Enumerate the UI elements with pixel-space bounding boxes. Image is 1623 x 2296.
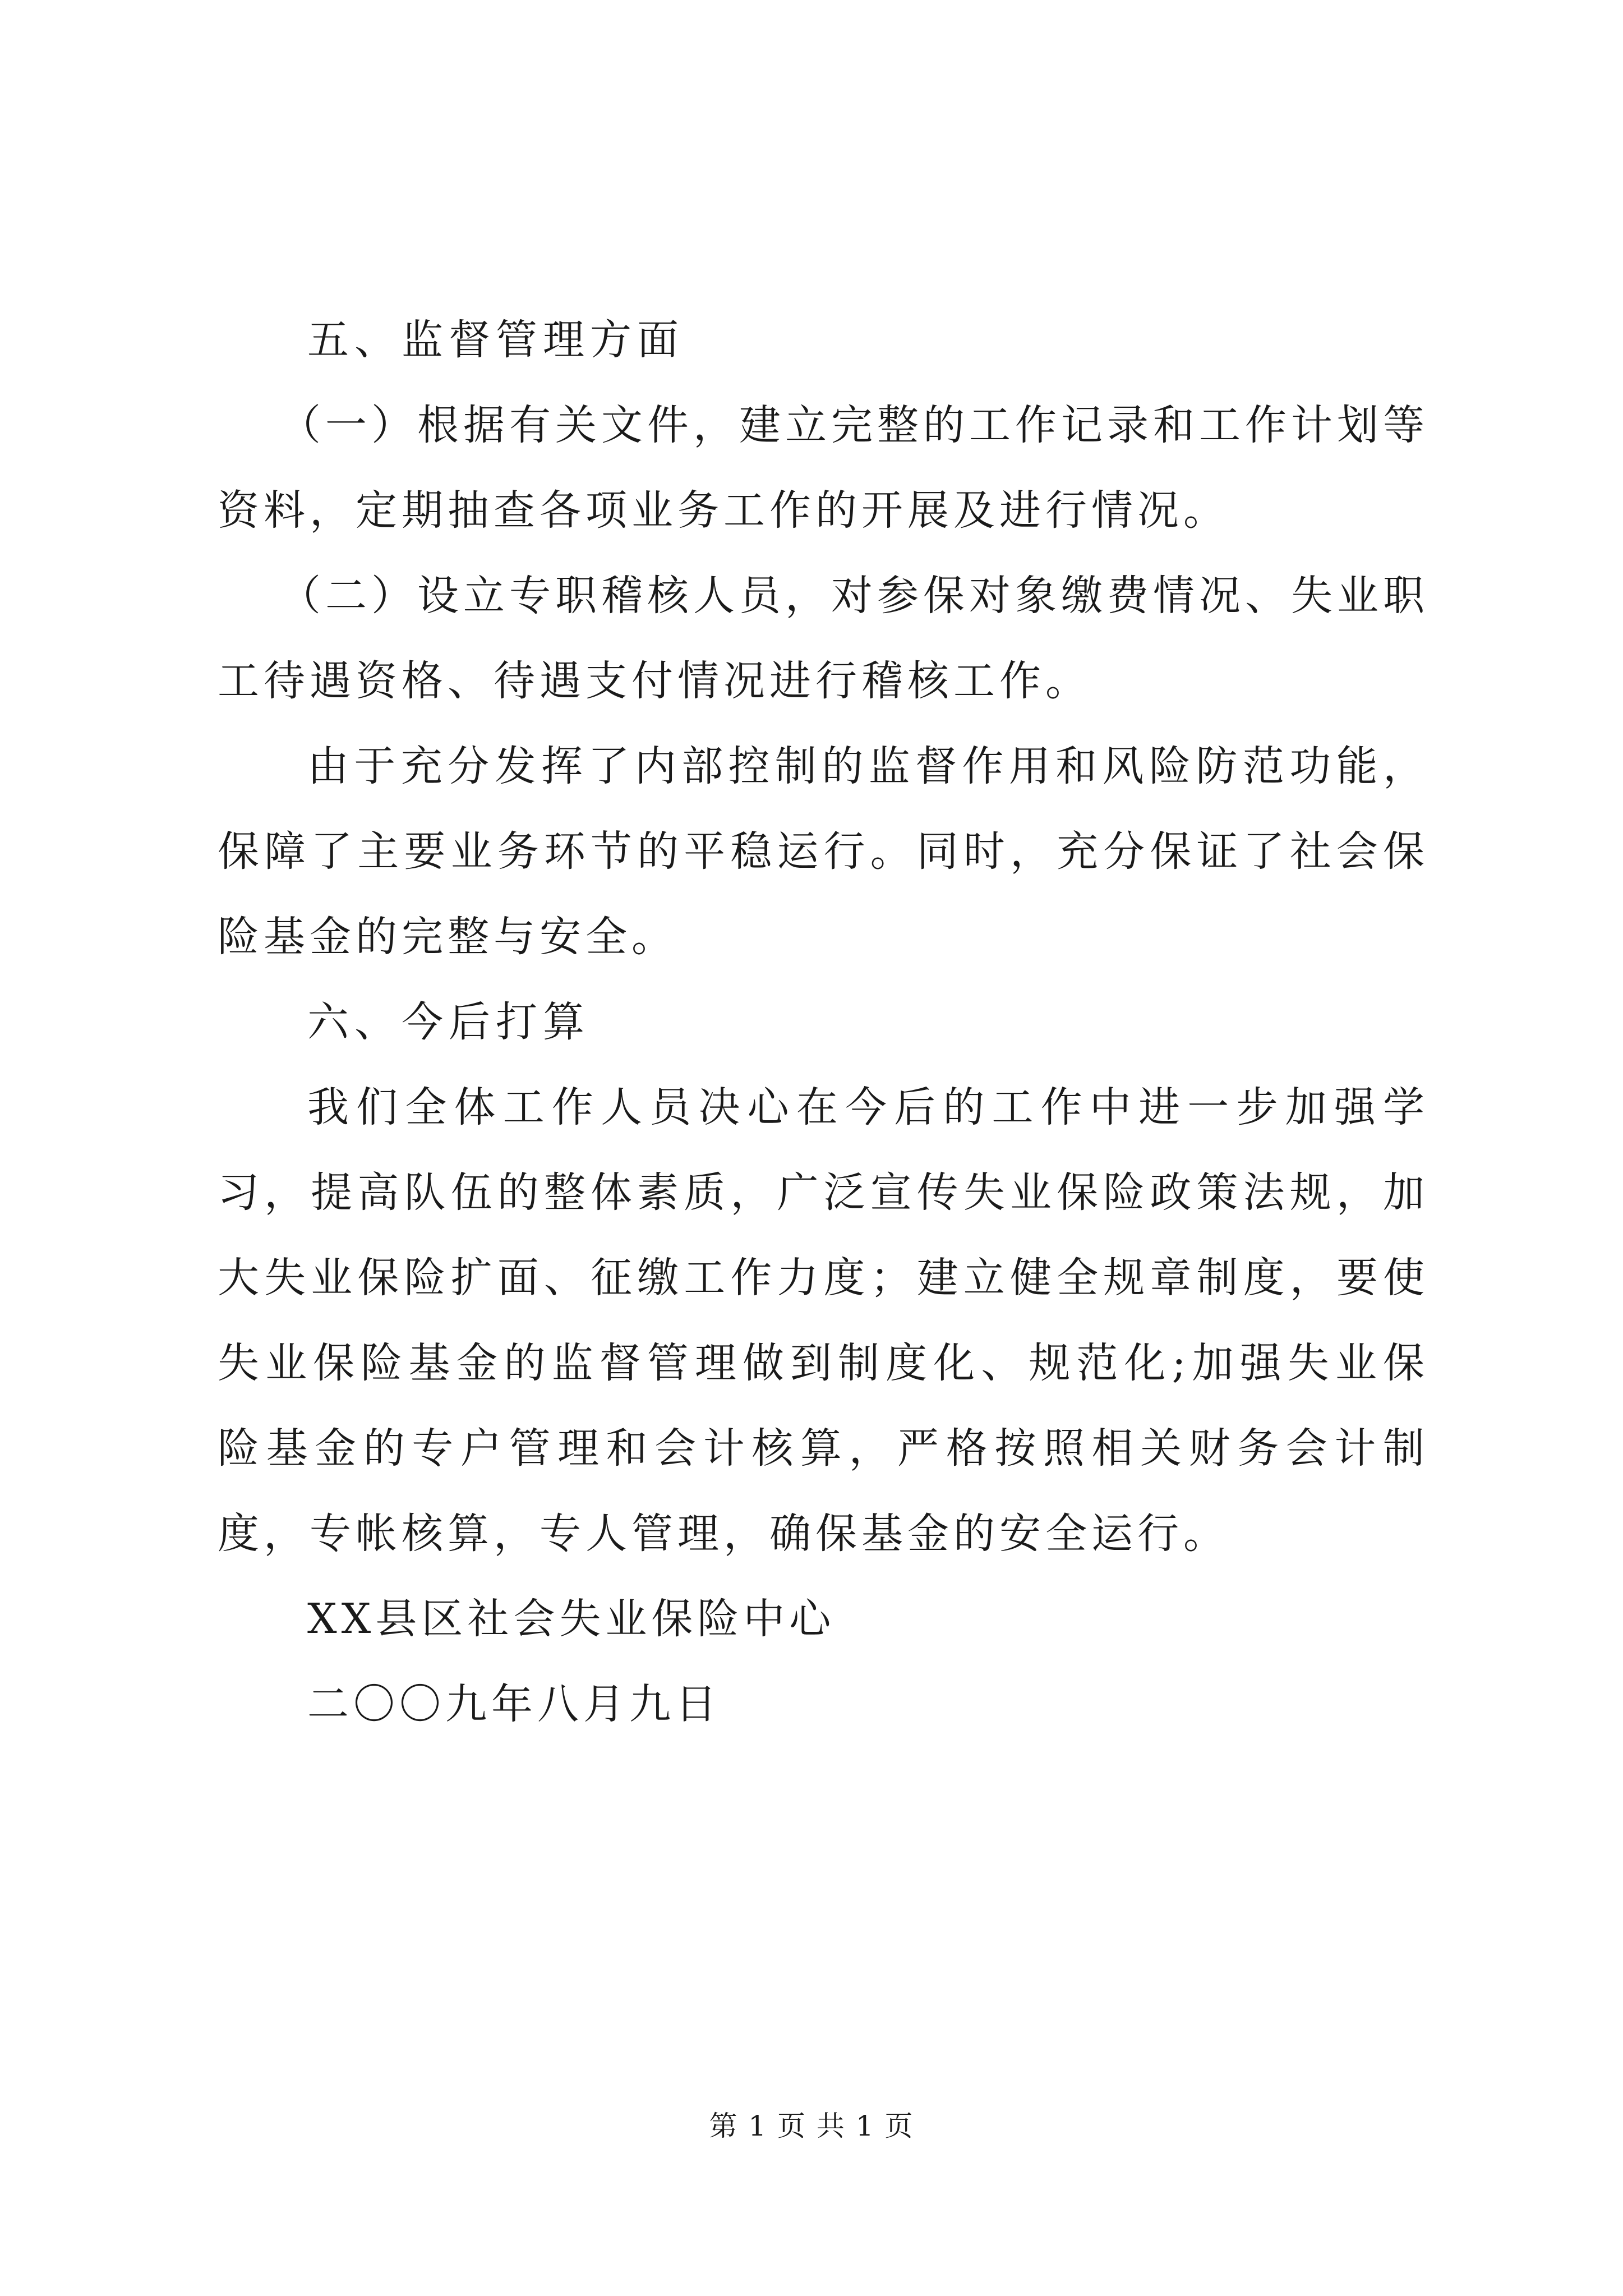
page-footer: 第 1 页 共 1 页 (709, 2110, 914, 2142)
signature-date: 二〇〇九年八月九日 (307, 1680, 721, 1728)
section-heading-future-plans: 六、今后打算 (307, 998, 590, 1046)
paragraph-item-two: （二）设立专职稽核人员，对参保对象缴费情况、失业职工待遇资格、待遇支付情况进行稽核工作。 (218, 572, 1429, 705)
paragraph-future-plans: 我们全体工作人员决心在今后的工作中进一步加强学习，提高队伍的整体素质，广泛宣传失业保险政策法规，加大失业保险扩面、征缴工作力度；建立健全规章制度，要使失业保险基金的监督管理做到制度化、规范化;加强失业保险基金的专户管理和会计核算，严格按照相关财务会计制度，专帐核算，专人管理，确保基金的安全运行。 (218, 1083, 1429, 1558)
paragraph-summary: 由于充分发挥了内部控制的监督作用和风险防范功能，保障了主要业务环节的平稳运行。同时，充分保证了社会保险基金的完整与安全。 (218, 742, 1429, 961)
section-heading-supervision: 五、监督管理方面 (307, 316, 684, 364)
signature-organization: XX县区社会失业保险中心 (307, 1595, 836, 1643)
paragraph-item-one: （一）根据有关文件，建立完整的工作记录和工作计划等资料，定期抽查各项业务工作的开展及进行情况。 (218, 401, 1429, 535)
document-body (218, 297, 1429, 1747)
